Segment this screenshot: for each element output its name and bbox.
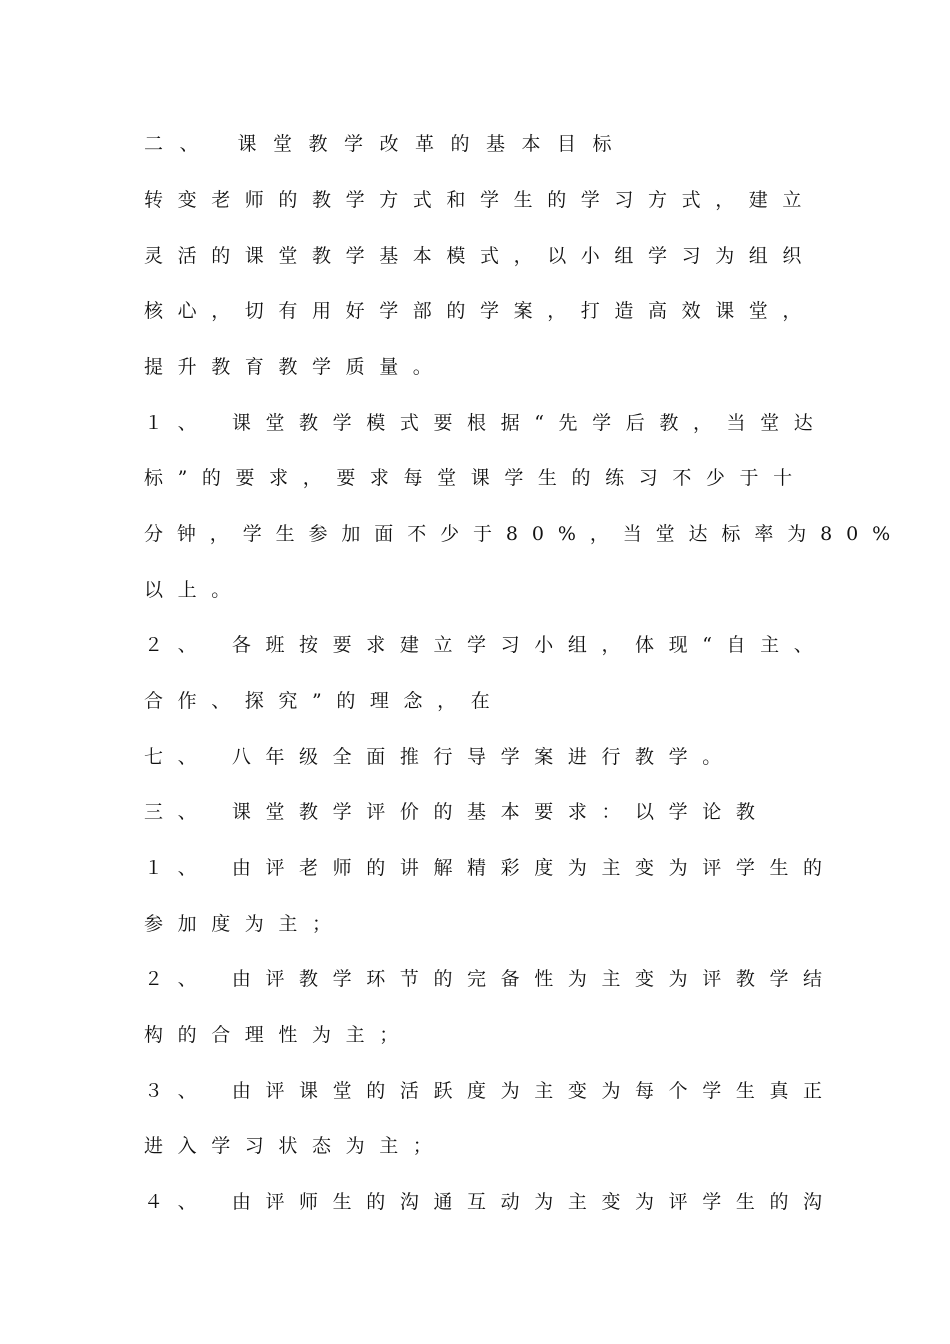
section-heading-basic-goals: 二、 课堂教学改革的基本目标	[144, 133, 629, 155]
eval-item-2-line: 构的合理性为主；	[144, 1024, 413, 1046]
eval-item-3-line: 进入学习状态为主；	[144, 1135, 447, 1157]
paragraph-line: 提升教育教学质量。	[144, 356, 447, 378]
eval-item-4-line: ４、 由评师生的沟通互动为主变为评学生的沟	[144, 1191, 837, 1213]
list-item-2-line: 七、 八年级全面推行导学案进行教学。	[144, 746, 736, 768]
paragraph-line: 转变老师的教学方式和学生的学习方式，建立	[144, 189, 817, 211]
list-item-1-line: 分钟，学生参加面不少于80%，当堂达标率为80%	[144, 523, 905, 545]
list-item-1-line: 标”的要求，要求每堂课学生的练习不少于十	[144, 467, 807, 489]
eval-item-2-line: ２、 由评教学环节的完备性为主变为评教学结	[144, 968, 837, 990]
list-item-1-line: １、 课堂教学模式要根据“先学后教，当堂达	[144, 412, 828, 434]
paragraph-line: 核心，切有用好学部的学案，打造高效课堂，	[144, 300, 817, 322]
list-item-1-line: 以上。	[144, 579, 245, 601]
section-heading-evaluation: 三、 课堂教学评价的基本要求：以学论教	[144, 801, 770, 823]
eval-item-1-line: 参加度为主；	[144, 913, 346, 935]
eval-item-1-line: １、 由评老师的讲解精彩度为主变为评学生的	[144, 857, 837, 879]
paragraph-line: 灵活的课堂教学基本模式，以小组学习为组织	[144, 245, 817, 267]
eval-item-3-line: ３、 由评课堂的活跃度为主变为每个学生真正	[144, 1080, 837, 1102]
list-item-2-line: 合作、探究”的理念，在	[144, 690, 505, 712]
list-item-2-line: ２、 各班按要求建立学习小组，体现“自主、	[144, 634, 828, 656]
